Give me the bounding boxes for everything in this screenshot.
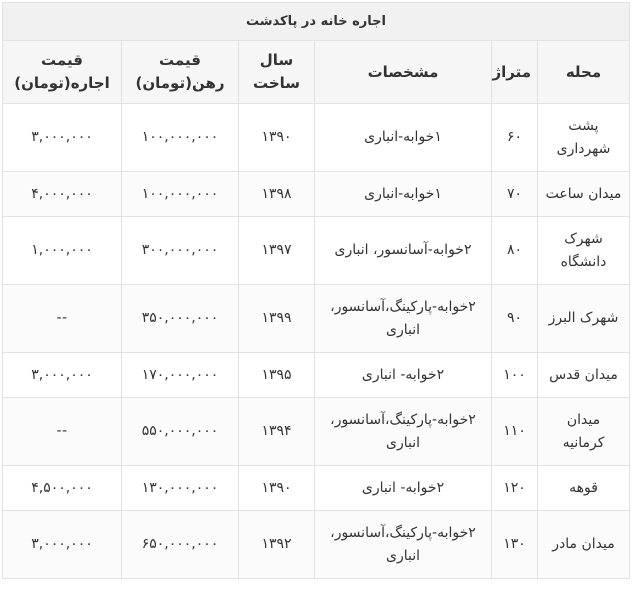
cell-year: ۱۳۹۹ bbox=[239, 285, 315, 353]
cell-specs: ۱خوابه-انباری bbox=[315, 172, 492, 217]
cell-specs: ۲خوابه-پارکینگ،آسانسور، انباری bbox=[315, 511, 492, 579]
cell-specs: ۲خوابه- انباری bbox=[315, 466, 492, 511]
cell-year: ۱۳۹۴ bbox=[239, 398, 315, 466]
cell-specs: ۱خوابه-انباری bbox=[315, 104, 492, 172]
cell-neighborhood: میدان کرمانیه bbox=[538, 398, 630, 466]
table-caption: اجاره خانه در پاکدشت bbox=[3, 3, 630, 41]
cell-area: ۱۰۰ bbox=[492, 353, 538, 398]
table-row bbox=[3, 466, 630, 511]
header-deposit: قیمت رهن(تومان) bbox=[122, 41, 239, 104]
table-row bbox=[3, 398, 630, 466]
cell-area: ۱۲۰ bbox=[492, 466, 538, 511]
cell-specs: ۲خوابه-پارکینگ،آسانسور، انباری bbox=[315, 285, 492, 353]
cell-rent: ۴,۰۰۰,۰۰۰ bbox=[3, 172, 122, 217]
table-row bbox=[3, 511, 630, 579]
header-rent: قیمت اجاره(تومان) bbox=[3, 41, 122, 104]
cell-neighborhood: شهرک البرز bbox=[538, 285, 630, 353]
cell-neighborhood: پشت شهرداری bbox=[538, 104, 630, 172]
cell-rent: ۳,۰۰۰,۰۰۰ bbox=[3, 511, 122, 579]
cell-neighborhood: شهرک دانشگاه bbox=[538, 217, 630, 285]
cell-specs: ۲خوابه-آسانسور، انباری bbox=[315, 217, 492, 285]
table-row bbox=[3, 353, 630, 398]
header-area: متراژ bbox=[492, 41, 538, 104]
header-year: سال ساخت bbox=[239, 41, 315, 104]
table-body bbox=[3, 3, 630, 579]
cell-neighborhood: قوهه bbox=[538, 466, 630, 511]
cell-rent: -- bbox=[3, 285, 122, 353]
table-header-row bbox=[3, 41, 630, 104]
table-row bbox=[3, 104, 630, 172]
cell-rent: ۱,۰۰۰,۰۰۰ bbox=[3, 217, 122, 285]
table-caption-row bbox=[3, 3, 630, 41]
cell-year: ۱۳۹۰ bbox=[239, 466, 315, 511]
table-row bbox=[3, 217, 630, 285]
cell-year: ۱۳۹۰ bbox=[239, 104, 315, 172]
cell-deposit: ۳۵۰,۰۰۰,۰۰۰ bbox=[122, 285, 239, 353]
cell-year: ۱۳۹۲ bbox=[239, 511, 315, 579]
cell-deposit: ۳۰۰,۰۰۰,۰۰۰ bbox=[122, 217, 239, 285]
cell-deposit: ۵۵۰,۰۰۰,۰۰۰ bbox=[122, 398, 239, 466]
cell-deposit: ۶۵۰,۰۰۰,۰۰۰ bbox=[122, 511, 239, 579]
cell-deposit: ۱۰۰,۰۰۰,۰۰۰ bbox=[122, 104, 239, 172]
cell-rent: ۳,۰۰۰,۰۰۰ bbox=[3, 104, 122, 172]
cell-area: ۱۱۰ bbox=[492, 398, 538, 466]
cell-deposit: ۱۳۰,۰۰۰,۰۰۰ bbox=[122, 466, 239, 511]
rent-table bbox=[2, 2, 630, 579]
cell-neighborhood: میدان ساعت bbox=[538, 172, 630, 217]
cell-area: ۶۰ bbox=[492, 104, 538, 172]
cell-area: ۷۰ bbox=[492, 172, 538, 217]
cell-specs: ۲خوابه- انباری bbox=[315, 353, 492, 398]
header-specs: مشخصات bbox=[315, 41, 492, 104]
cell-neighborhood: میدان قدس bbox=[538, 353, 630, 398]
cell-deposit: ۱۷۰,۰۰۰,۰۰۰ bbox=[122, 353, 239, 398]
cell-rent: ۴,۵۰۰,۰۰۰ bbox=[3, 466, 122, 511]
table-row bbox=[3, 285, 630, 353]
header-neighborhood: محله bbox=[538, 41, 630, 104]
cell-area: ۹۰ bbox=[492, 285, 538, 353]
cell-year: ۱۳۹۵ bbox=[239, 353, 315, 398]
table-container bbox=[2, 2, 629, 605]
table-row bbox=[3, 172, 630, 217]
cell-area: ۸۰ bbox=[492, 217, 538, 285]
cell-area: ۱۳۰ bbox=[492, 511, 538, 579]
cell-year: ۱۳۹۸ bbox=[239, 172, 315, 217]
cell-year: ۱۳۹۷ bbox=[239, 217, 315, 285]
cell-neighborhood: میدان مادر bbox=[538, 511, 630, 579]
cell-specs: ۲خوابه-پارکینگ،آسانسور، انباری bbox=[315, 398, 492, 466]
cell-deposit: ۱۰۰,۰۰۰,۰۰۰ bbox=[122, 172, 239, 217]
cell-rent: ۳,۰۰۰,۰۰۰ bbox=[3, 353, 122, 398]
cell-rent: -- bbox=[3, 398, 122, 466]
